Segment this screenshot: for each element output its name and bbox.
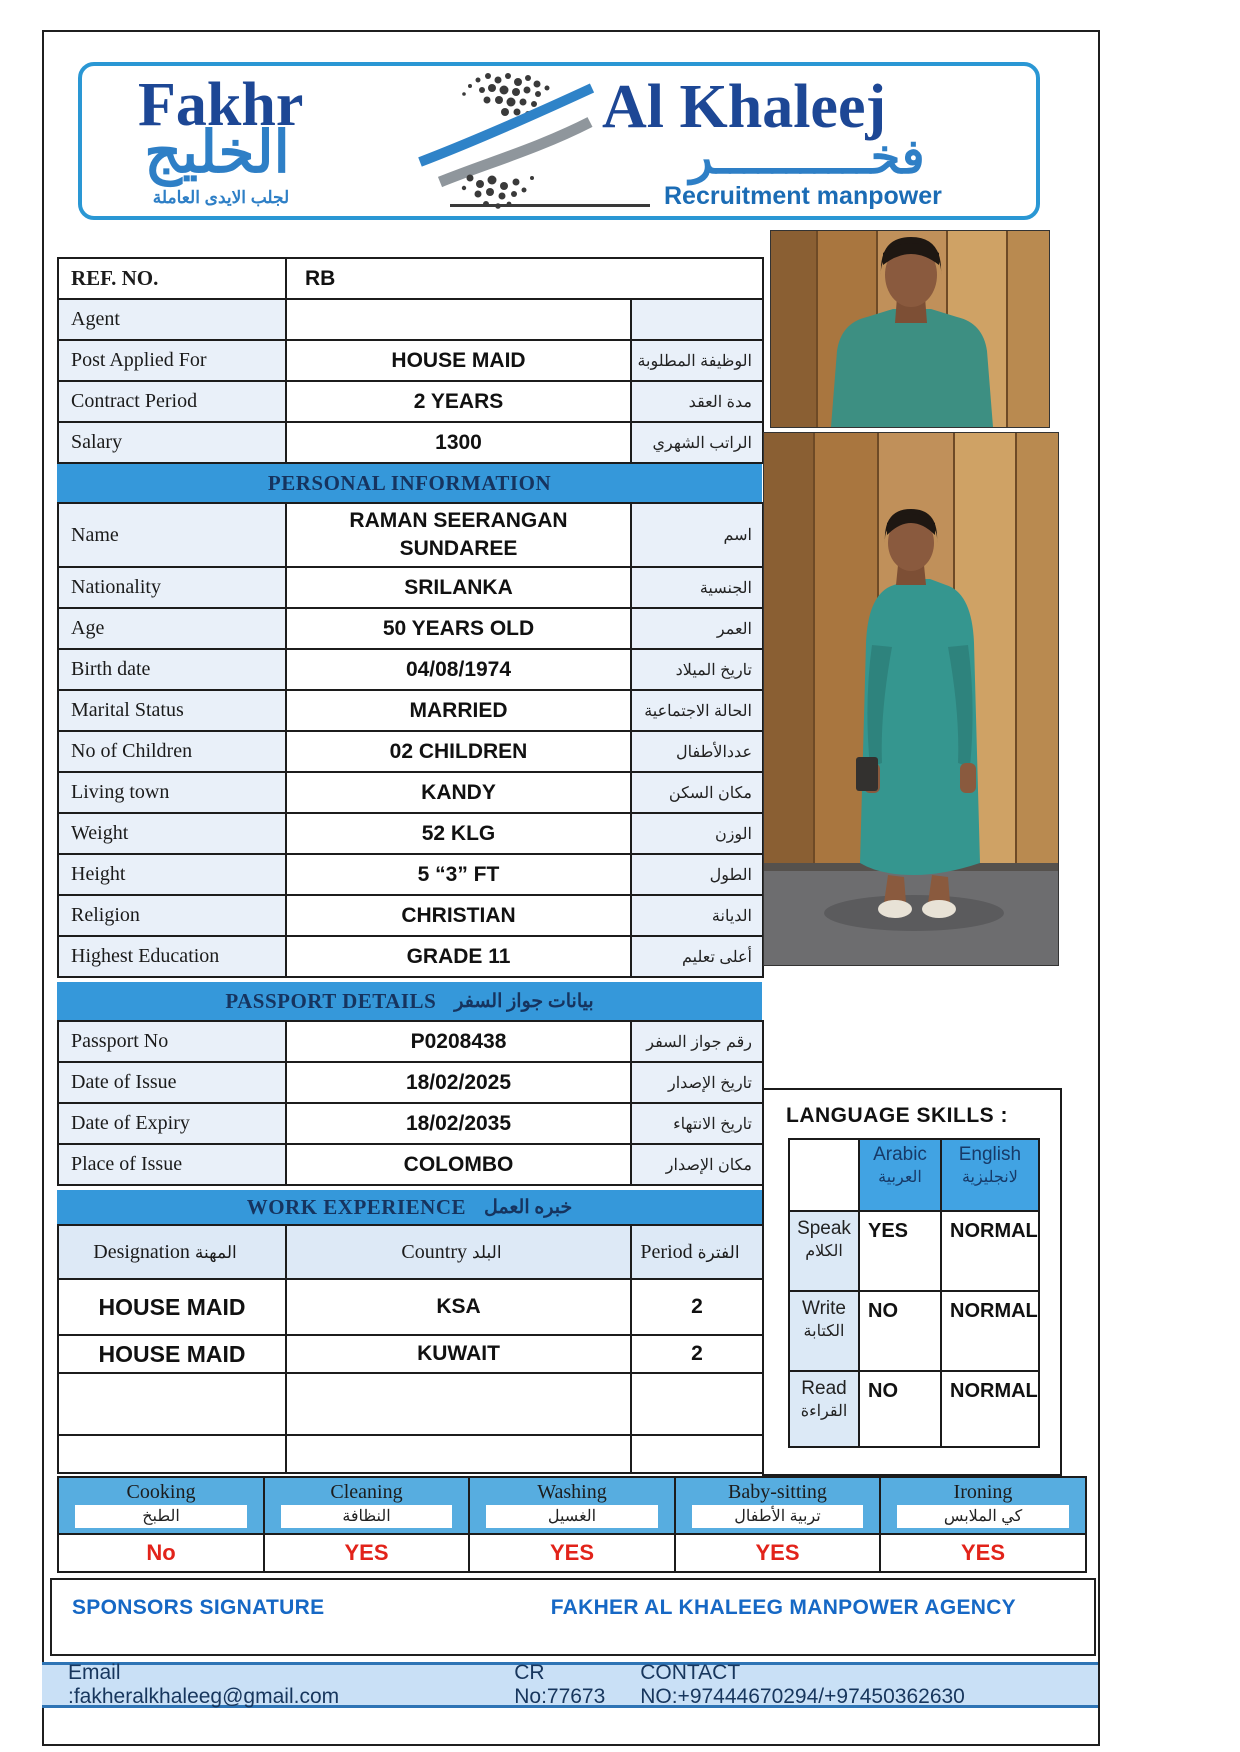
table-header-row xyxy=(789,1139,1039,1211)
field-label-arabic: الديانة xyxy=(631,895,763,936)
field-label: Contract Period xyxy=(58,381,286,422)
row-label-ar: الكلام xyxy=(805,1243,843,1260)
brand-arabic-left: الخليج xyxy=(144,120,290,185)
work-experience-table xyxy=(57,1224,764,1474)
personal-information-table xyxy=(57,502,764,978)
speak-arabic-value: YES xyxy=(859,1211,941,1291)
column-header-arabic: المهنة xyxy=(194,1242,237,1262)
skill-label-ar: تربية الأطفال xyxy=(692,1505,863,1528)
read-english-value: NORMAL xyxy=(941,1371,1039,1447)
table-row xyxy=(58,381,763,422)
field-label-arabic: تاريخ الانتهاء xyxy=(631,1103,763,1144)
write-english-value: NORMAL xyxy=(941,1291,1039,1371)
column-header-ar: العربية xyxy=(878,1169,922,1186)
section-title: PASSPORT DETAILS xyxy=(225,988,437,1013)
skills-value-row xyxy=(58,1534,1086,1572)
column-header-en: English xyxy=(958,1144,1022,1165)
table-row xyxy=(789,1211,1039,1291)
sponsors-signature-label: SPONSORS SIGNATURE xyxy=(72,1596,325,1619)
field-label: Birth date xyxy=(58,649,286,690)
table-row xyxy=(58,1062,763,1103)
field-label-arabic: رقم جواز السفر xyxy=(631,1021,763,1062)
row-label-write xyxy=(789,1291,859,1371)
passport-details-table xyxy=(57,1020,764,1186)
reference-info-table xyxy=(57,257,764,464)
passport-number-value: P0208438 xyxy=(286,1021,631,1062)
table-row xyxy=(58,608,763,649)
field-label: No of Children xyxy=(58,731,286,772)
skill-header-cooking xyxy=(58,1477,264,1534)
field-value: 1300 xyxy=(286,422,631,463)
skill-label-en: Baby-sitting xyxy=(728,1481,827,1503)
country-cell: KUWAIT xyxy=(286,1335,631,1373)
row-label-en: Write xyxy=(802,1298,846,1319)
brand-name-right: Al Khaleej xyxy=(602,73,887,141)
country-cell xyxy=(286,1435,631,1473)
field-label: Post Applied For xyxy=(58,340,286,381)
skill-label-en: Cooking xyxy=(126,1481,196,1503)
table-row xyxy=(58,854,763,895)
field-label: Date of Issue xyxy=(58,1062,286,1103)
tagline-rule xyxy=(450,204,650,207)
logo-swoosh-gray xyxy=(440,122,590,182)
table-row xyxy=(58,1021,763,1062)
skill-label-en: Ironing xyxy=(953,1481,1013,1503)
table-header-row xyxy=(58,1225,763,1279)
table-row xyxy=(58,1144,763,1185)
field-label-arabic xyxy=(631,299,763,340)
field-value: 18/02/2035 xyxy=(286,1103,631,1144)
field-value xyxy=(286,299,631,340)
footer-cr-number: CR No:77673 xyxy=(514,1661,606,1708)
designation-cell: HOUSE MAID xyxy=(58,1335,286,1373)
language-skills-table xyxy=(788,1138,1040,1448)
field-label: Religion xyxy=(58,895,286,936)
skill-header-cleaning xyxy=(264,1477,469,1534)
section-header-work-experience xyxy=(57,1190,762,1224)
speak-english-value: NORMAL xyxy=(941,1211,1039,1291)
field-label-arabic: مكان السكن xyxy=(631,772,763,813)
language-skills-title: LANGUAGE SKILLS : xyxy=(786,1104,1008,1127)
field-value: 5 “3” FT xyxy=(286,854,631,895)
table-row xyxy=(58,1279,763,1335)
field-label: Height xyxy=(58,854,286,895)
column-header-en: Designation xyxy=(93,1240,190,1263)
skill-header-babysitting xyxy=(675,1477,880,1534)
household-skills-table xyxy=(57,1476,1087,1573)
applicant-full-body-photo xyxy=(763,432,1059,966)
table-row xyxy=(58,690,763,731)
skill-label-en: Cleaning xyxy=(330,1481,403,1503)
brand-sub-arabic: لجلب الايدى العاملة xyxy=(152,188,290,207)
row-label-speak xyxy=(789,1211,859,1291)
brand-name-left: Fakhr xyxy=(138,71,304,139)
field-label-arabic: الطول xyxy=(631,854,763,895)
field-label-arabic: أعلى تعليم xyxy=(631,936,763,977)
table-row xyxy=(789,1371,1039,1447)
field-label-arabic: مدة العقد xyxy=(631,381,763,422)
period-cell xyxy=(631,1435,763,1473)
table-row xyxy=(58,772,763,813)
table-row xyxy=(58,299,763,340)
column-header-arabic xyxy=(859,1139,941,1211)
tagline-text: Recruitment manpower xyxy=(664,182,942,210)
period-cell xyxy=(631,1373,763,1435)
field-value: 02 CHILDREN xyxy=(286,731,631,772)
field-value: 52 KLG xyxy=(286,813,631,854)
column-header-en: Arabic xyxy=(873,1144,927,1165)
period-cell: 2 xyxy=(631,1279,763,1335)
column-header-designation xyxy=(58,1225,286,1279)
column-header-english xyxy=(941,1139,1039,1211)
table-row xyxy=(58,649,763,690)
field-value: 50 YEARS OLD xyxy=(286,608,631,649)
field-value: HOUSE MAID xyxy=(286,340,631,381)
field-label: Place of Issue xyxy=(58,1144,286,1185)
table-row xyxy=(58,1435,763,1473)
column-header-arabic: الفترة xyxy=(697,1242,740,1262)
column-header-en: Period xyxy=(640,1240,693,1263)
skill-label-ar: النظافة xyxy=(281,1505,452,1528)
ironing-value: YES xyxy=(880,1534,1086,1572)
babysitting-value: YES xyxy=(675,1534,880,1572)
logo-swoosh-blue xyxy=(420,88,592,162)
cooking-value: No xyxy=(58,1534,264,1572)
washing-value: YES xyxy=(469,1534,675,1572)
skills-header-row xyxy=(58,1477,1086,1534)
field-label: REF. NO. xyxy=(58,258,286,299)
empty-corner-cell xyxy=(789,1139,859,1211)
skill-label-en: Washing xyxy=(537,1481,607,1503)
field-label: Name xyxy=(58,503,286,567)
field-label: Agent xyxy=(58,299,286,340)
table-row xyxy=(58,895,763,936)
table-row xyxy=(58,936,763,977)
cleaning-value: YES xyxy=(264,1534,469,1572)
section-header-personal-information xyxy=(57,464,762,502)
field-value: CHRISTIAN xyxy=(286,895,631,936)
section-title-arabic: بيانات جواز السفر xyxy=(454,990,594,1012)
field-label-arabic: الوزن xyxy=(631,813,763,854)
field-label: Age xyxy=(58,608,286,649)
skill-label-ar: الطبخ xyxy=(75,1505,247,1528)
dotted-bird-logo-icon xyxy=(412,66,597,216)
table-row xyxy=(58,1335,763,1373)
row-label-read xyxy=(789,1371,859,1447)
section-title: WORK EXPERIENCE xyxy=(246,1194,466,1219)
field-value: 2 YEARS xyxy=(286,381,631,422)
column-header-ar: لانجليزية xyxy=(961,1169,1018,1186)
row-label-en: Speak xyxy=(797,1218,851,1239)
table-row xyxy=(58,340,763,381)
footer-contact-number: CONTACT NO:+97444670294/+97450362630 xyxy=(640,1661,965,1708)
row-label-en: Read xyxy=(801,1378,847,1399)
table-row xyxy=(58,258,763,299)
field-label-arabic: عددالأطفال xyxy=(631,731,763,772)
field-label-arabic: العمر xyxy=(631,608,763,649)
skill-header-ironing xyxy=(880,1477,1086,1534)
agency-name-label: FAKHER AL KHALEEG MANPOWER AGENCY xyxy=(550,1596,1016,1619)
column-header-period xyxy=(631,1225,763,1279)
field-label-arabic: تاريخ الإصدار xyxy=(631,1062,763,1103)
field-label: Living town xyxy=(58,772,286,813)
field-label-arabic: الجنسية xyxy=(631,567,763,608)
table-row xyxy=(58,731,763,772)
field-label: Date of Expiry xyxy=(58,1103,286,1144)
field-label: Passport No xyxy=(58,1021,286,1062)
contact-footer-bar xyxy=(42,1662,1098,1708)
field-label: Marital Status xyxy=(58,690,286,731)
table-row xyxy=(58,1373,763,1435)
skill-label-ar: كي الملابس xyxy=(897,1505,1069,1528)
table-row xyxy=(58,567,763,608)
footer-email: Email :fakheralkhaleeg@gmail.com xyxy=(68,1661,340,1708)
brand-arabic-right: فخـــــــــــر xyxy=(689,131,925,184)
column-header-arabic: البلد xyxy=(471,1242,502,1262)
field-label: Highest Education xyxy=(58,936,286,977)
designation-cell xyxy=(58,1435,286,1473)
field-value: KANDY xyxy=(286,772,631,813)
language-skills-panel xyxy=(762,1088,1062,1476)
period-cell: 2 xyxy=(631,1335,763,1373)
field-value: GRADE 11 xyxy=(286,936,631,977)
row-label-ar: الكتابة xyxy=(803,1323,845,1340)
table-row xyxy=(58,1103,763,1144)
column-header-country xyxy=(286,1225,631,1279)
field-value: RAMAN SEERANGAN SUNDAREE xyxy=(349,508,568,560)
section-header-passport-details xyxy=(57,982,762,1020)
field-label: Nationality xyxy=(58,567,286,608)
section-title: PERSONAL INFORMATION xyxy=(267,470,552,495)
country-cell xyxy=(286,1373,631,1435)
field-label: Weight xyxy=(58,813,286,854)
field-label-arabic: اسم xyxy=(631,503,763,567)
table-row xyxy=(58,813,763,854)
read-arabic-value: NO xyxy=(859,1371,941,1447)
skill-label-ar: الغسيل xyxy=(486,1505,658,1528)
table-row xyxy=(58,422,763,463)
agency-logo-header xyxy=(78,62,1040,220)
field-value: COLOMBO xyxy=(286,1144,631,1185)
field-value: SRILANKA xyxy=(286,567,631,608)
row-label-ar: القراءة xyxy=(800,1403,848,1420)
field-label-arabic: الوظيفة المطلوبة xyxy=(631,340,763,381)
designation-cell: HOUSE MAID xyxy=(58,1279,286,1335)
field-label: Salary xyxy=(58,422,286,463)
section-title-arabic: خبره العمل xyxy=(484,1196,573,1218)
field-value: 18/02/2025 xyxy=(286,1062,631,1103)
country-cell: KSA xyxy=(286,1279,631,1335)
write-arabic-value: NO xyxy=(859,1291,941,1371)
designation-cell xyxy=(58,1373,286,1435)
field-label-arabic: الراتب الشهري xyxy=(631,422,763,463)
field-label-arabic: الحالة الاجتماعية xyxy=(631,690,763,731)
field-value: RB xyxy=(286,258,763,299)
field-value: MARRIED xyxy=(286,690,631,731)
signature-section xyxy=(50,1578,1096,1656)
field-label-arabic: تاريخ الميلاد xyxy=(631,649,763,690)
table-row xyxy=(789,1291,1039,1371)
field-value: 04/08/1974 xyxy=(286,649,631,690)
table-row xyxy=(58,503,763,567)
applicant-portrait-photo xyxy=(770,230,1050,428)
skill-header-washing xyxy=(469,1477,675,1534)
field-label-arabic: مكان الإصدار xyxy=(631,1144,763,1185)
column-header-en: Country xyxy=(401,1240,467,1263)
